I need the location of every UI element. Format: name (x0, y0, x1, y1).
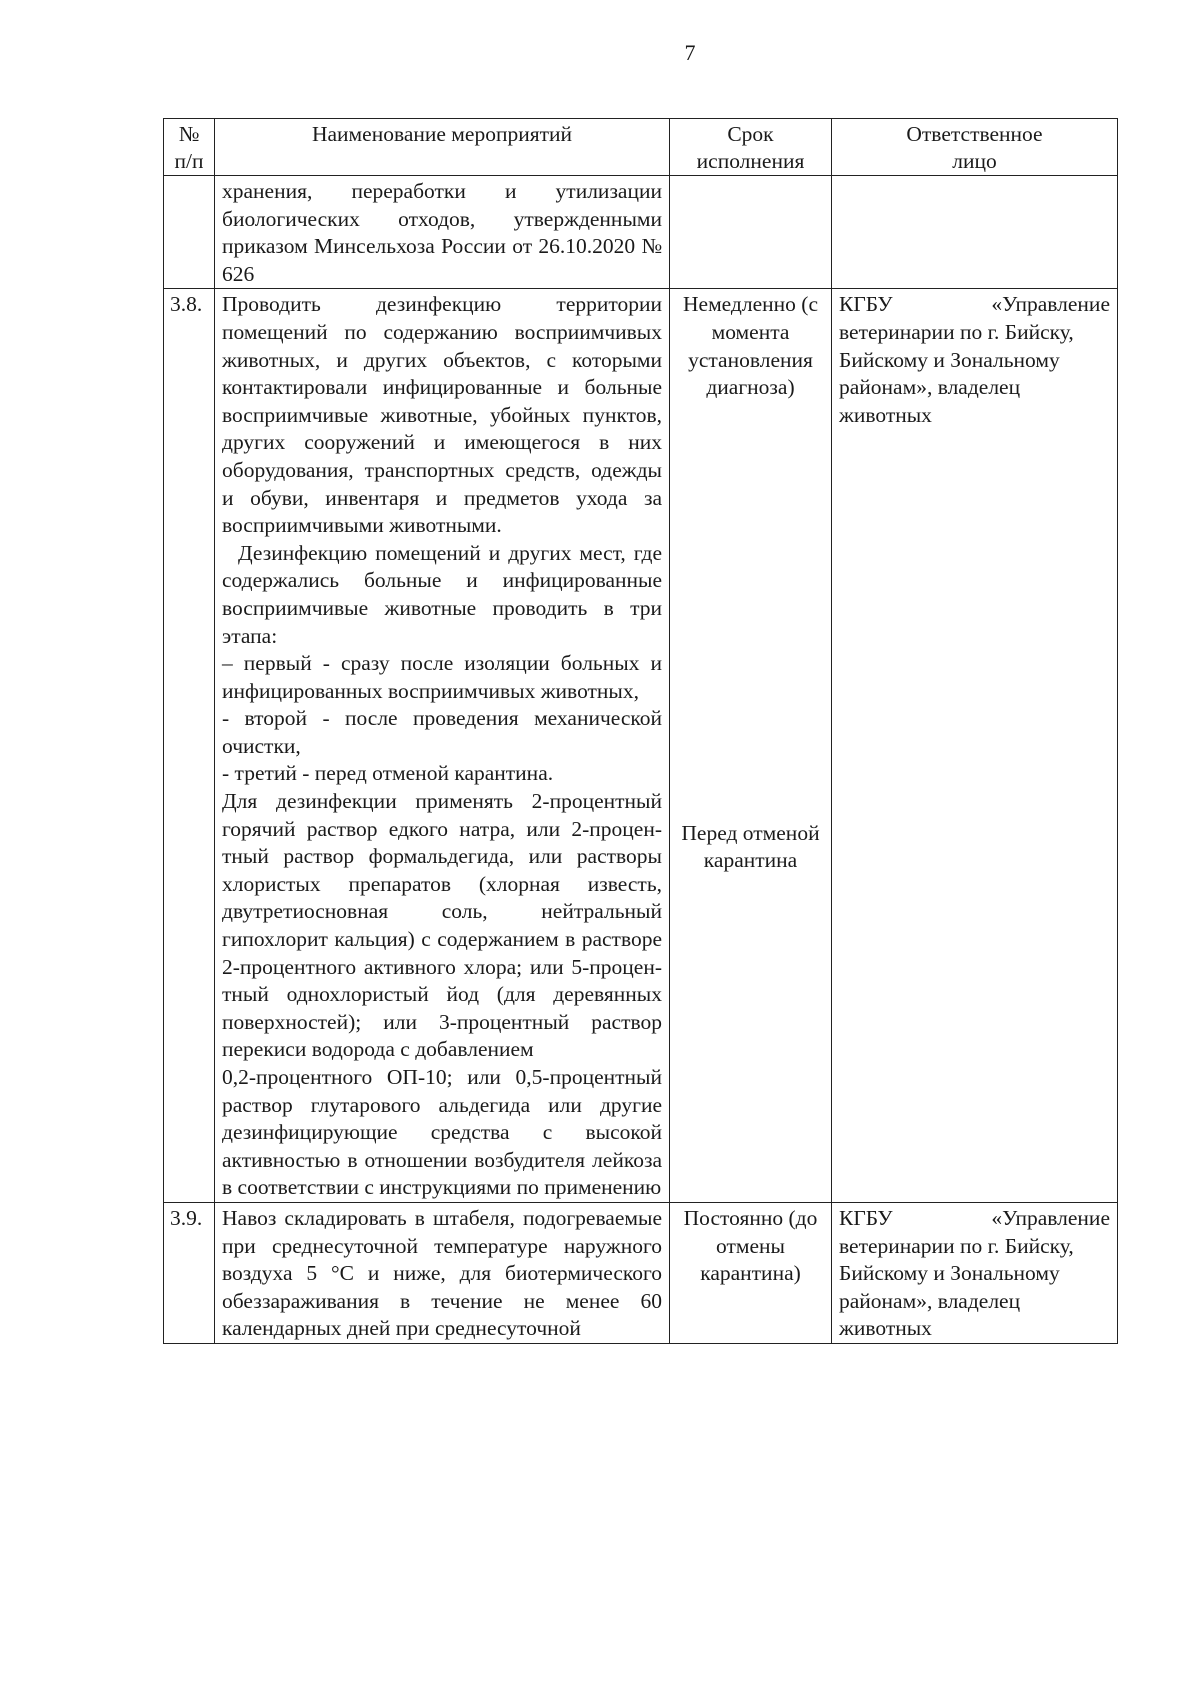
name-paragraph: – первый - сразу после изоляции больных и инфицированных восприимчивых животных, (222, 651, 662, 703)
table-header-row (164, 119, 1118, 176)
row-term: Постоянно (до отмены карантина) (670, 1202, 832, 1343)
name-paragraph: - третий - перед отменой карантина. (222, 761, 554, 786)
name-paragraph: Навоз складировать в штабеля, подогреваемые при среднесуточной температуре наружного воздуха 5 °С и ниже, для биотермического обеззараживания в течение не менее 60 календарных дней при среднесуточной (222, 1205, 662, 1341)
name-paragraph: 0,2-процентного ОП-10; или 0,5-процентный раствор глутарового альдегида или другие дезинфицирующие средства с высокой активностью в отношении возбудителя лейкоза в соответствии с инструкциями по применению (222, 1065, 662, 1200)
responsible-org-line: КГБУ «Управление (839, 1205, 1110, 1230)
row-responsible (832, 1202, 1118, 1343)
row-term (670, 176, 832, 289)
row-num: 3.9. (164, 1202, 215, 1343)
table-row (164, 289, 1118, 1203)
responsible-org-line: КГБУ «Управление (839, 292, 1110, 317)
header-name: Наименование мероприятий (215, 119, 670, 176)
term-before-quarantine-end: Перед отменой карантина (681, 820, 820, 873)
row-num (164, 176, 215, 289)
responsible-rest: ветеринарии по г. Бийску, Бийскому и Зональному районам», владелец животных (839, 1233, 1074, 1341)
page-number: 7 (684, 40, 696, 65)
header-term-line1: Срок (727, 122, 774, 146)
row-num: 3.8. (164, 289, 215, 1203)
row-responsible (832, 289, 1118, 1203)
table-row (164, 1202, 1118, 1343)
measures-table (163, 118, 1118, 1344)
name-paragraph: Проводить дезинфекцию территории помещений по содержанию восприимчивых животных, и других объектов, с которыми контактировали инфицированные и больные восприимчивые животные, убойных пунктов, других сооружений и имеющегося в них оборудования, транспортных средств, одежды и обуви, инвентаря и предметов ухода за восприимчивыми животными. (222, 292, 662, 538)
header-responsible-line2: лицо (952, 149, 997, 173)
responsible-rest: ветеринарии по г. Бийску, Бийскому и Зональному районам», владелец животных (839, 319, 1074, 427)
term-immediate: Немедленно (с момента установления диагноза) (683, 292, 818, 400)
row-responsible (832, 176, 1118, 289)
header-term-line2: исполнения (696, 149, 805, 173)
name-paragraph: Дезинфекцию помещений и других мест, где содержались больные и инфицированные восприимчивые животные проводить в три этапа: (222, 540, 662, 648)
header-num (164, 119, 215, 176)
row-name (215, 289, 670, 1203)
header-num-line2: п/п (174, 149, 204, 173)
row-name (215, 176, 670, 289)
name-paragraph: хранения, переработки и утилизации биологических отходов, утвержденными приказом Минсельхоза России от 26.10.2020 № 626 (222, 179, 662, 286)
header-responsible (832, 119, 1118, 176)
table-row (164, 176, 1118, 289)
row-term (670, 289, 832, 1203)
row-name (215, 1202, 670, 1343)
name-paragraph: - второй - после проведения механической очистки, (222, 706, 662, 758)
header-responsible-line1: Ответственное (906, 122, 1043, 146)
header-num-line1: № (178, 122, 200, 146)
name-paragraph: Для дезинфекции применять 2-процентный горячий раствор едкого натра, или 2-процен-тный раствор формальдегида, или растворы хлористых препаратов (хлорная известь, двутретиосновная соль, нейтральный гипохлорит кальция) с содержанием в растворе 2-процентного активного хлора; или 5-процен-тный однохлористый йод (для деревянных поверхностей); или 3-процентный раствор перекиси водорода с добавлением (222, 789, 662, 1062)
header-term (670, 119, 832, 176)
